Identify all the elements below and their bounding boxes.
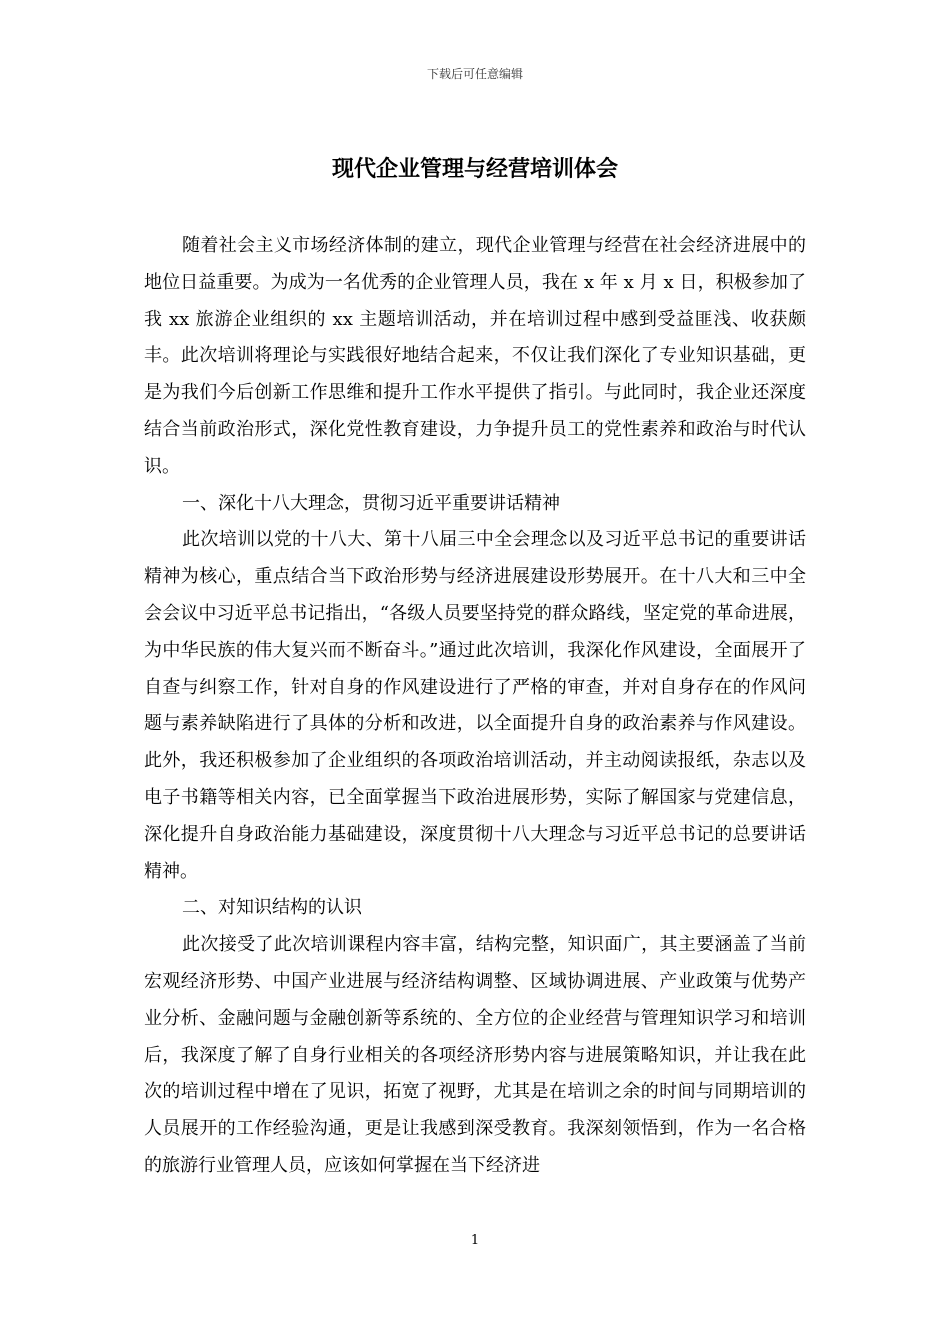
page-number: 1: [470, 1233, 480, 1248]
section-heading: 二、对知识结构的认识: [182, 897, 362, 919]
header-note: 下载后可任意编辑: [426, 67, 523, 81]
document-title: 现代企业管理与经营培训体会: [331, 157, 618, 182]
body-paragraph: 此次接受了此次培训课程内容丰富，结构完整，知识面广，其主要涵盖了当前宏观经济形势、中国产业进展与经济结构调整、区域协调进展、产业政策与优势产业分析、金融问题与金融创新等系统的、全方位的企业经营与管理知识学习和培训后，我深度了解了自身行业相关的各项经济形势内容与进展策略知识，并让我在此次的培训过程中增在了见识，拓宽了视野，尤其是在培训之余的时间与同期培训的人员展开的工作经验沟通，更是让我感到深受教育。我深刻领悟到，作为一名合格的旅游行业管理人员，应该如何掌握在当下经济进: [144, 934, 806, 1176]
document-body: [144, 228, 806, 1185]
body-paragraph: 随着社会主义市场经济体制的建立，现代企业管理与经营在社会经济进展中的地位日益重要。为成为一名优秀的企业管理人员，我在 x 年 x 月 x 日，积极参加了我 xx 旅游企业组织的 xx 主题培训活动，并在培训过程中感到受益匪浅、收获颇丰。此次培训将理论与实践很好地结合起来，不仅让我们深化了专业知识基础，更是为我们今后创新工作思维和提升工作水平提供了指引。与此同时，我企业还深度结合当前政治形式，深化党性教育建设，力争提升员工的党性素养和政治与时代认识。: [144, 235, 806, 477]
section-heading: 一、深化十八大理念，贯彻习近平重要讲话精神: [182, 492, 560, 514]
body-paragraph: 此次培训以党的十八大、第十八届三中全会理念以及习近平总书记的重要讲话精神为核心，重点结合当下政治形势与经济进展建设形势展开。在十八大和三中全会会议中习近平总书记指出，“各级人员要坚持党的群众路线，坚定党的革命进展，为中华民族的伟大复兴而不断奋斗。”通过此次培训，我深化作风建设，全面展开了自查与纠察工作，针对自身的作风建设进行了严格的审查，并对自身存在的作风问题与素养缺陷进行了具体的分析和改进，以全面提升自身的政治素养与作风建设。此外，我还积极参加了企业组织的各项政治培训活动，并主动阅读报纸，杂志以及电子书籍等相关内容，已全面掌握当下政治进展形势，实际了解国家与党建信息，深化提升自身政治能力基础建设，深度贯彻十八大理念与习近平总书记的总要讲话精神。: [144, 529, 806, 882]
